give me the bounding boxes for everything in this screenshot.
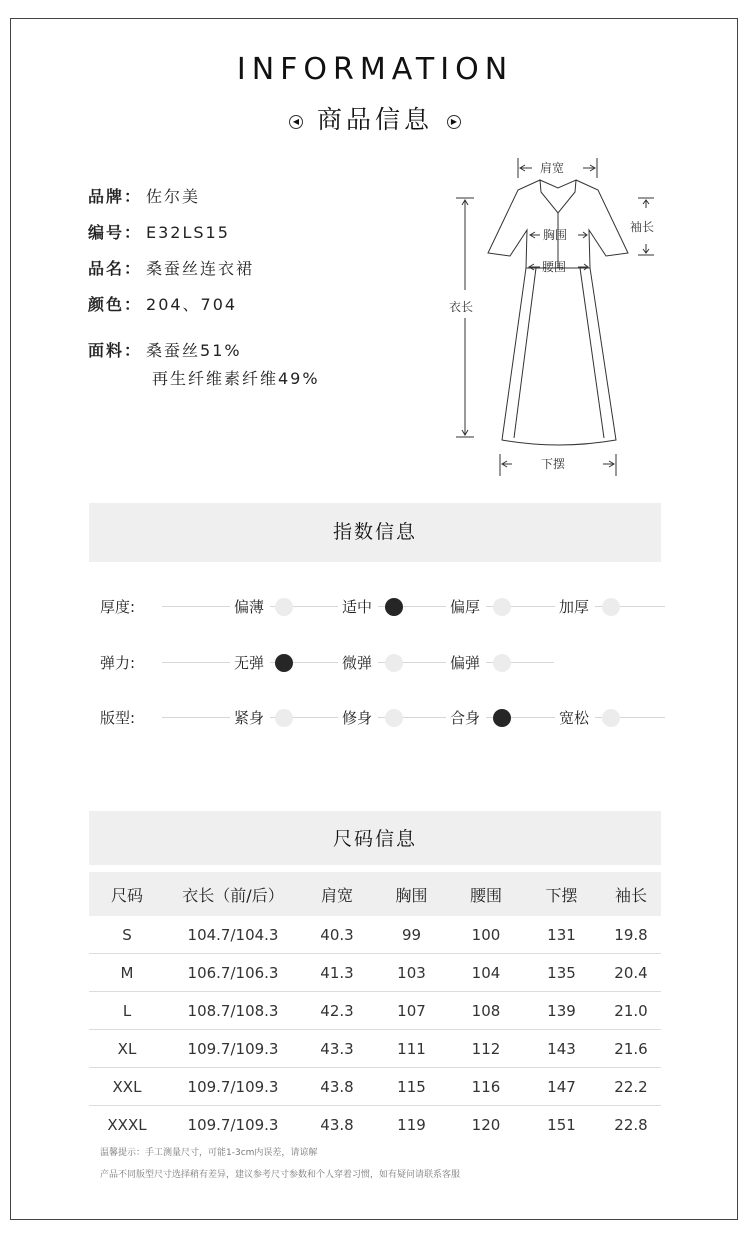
cell-hem: 143 bbox=[522, 1030, 601, 1068]
table-row bbox=[89, 954, 661, 992]
diagram-length-label: 衣长 bbox=[449, 300, 474, 314]
cell-chest: 119 bbox=[397, 1115, 426, 1134]
cell-length: 109.7/109.3 bbox=[165, 1030, 301, 1068]
cell-shoulder: 41.3 bbox=[301, 954, 373, 992]
option-stretchy: 偏弹 bbox=[446, 651, 486, 675]
col-header-shoulder: 肩宽 bbox=[301, 872, 373, 916]
cell-hem: 131 bbox=[522, 916, 601, 954]
cell-sleeve: 21.6 bbox=[601, 1030, 661, 1068]
cell-length: 104.7/104.3 bbox=[165, 916, 301, 954]
diagram-waist-label: 腰围 bbox=[542, 260, 567, 274]
cell-shoulder: 43.3 bbox=[301, 1030, 373, 1068]
note-line-2: 产品不同版型尺寸选择稍有差异，建议参考尺寸参数和个人穿着习惯，如有疑问请联系客服 bbox=[100, 1170, 461, 1180]
cell-sleeve: 22.8 bbox=[614, 1115, 648, 1134]
cell-chest: 107 bbox=[373, 992, 450, 1030]
col-header-size: 尺码 bbox=[89, 872, 165, 916]
fabric-row bbox=[88, 337, 320, 393]
cell-length: 108.7/108.3 bbox=[165, 992, 301, 1030]
brand-label: 品牌： bbox=[88, 187, 143, 206]
color-label: 颜色： bbox=[88, 295, 143, 314]
col-header-sleeve: 袖长 bbox=[601, 872, 661, 916]
table-row bbox=[89, 916, 661, 954]
cell-hem: 151 bbox=[547, 1115, 576, 1134]
index-row-fit bbox=[100, 706, 665, 730]
cell-shoulder: 43.8 bbox=[320, 1115, 354, 1134]
dot-regular-selected bbox=[493, 709, 511, 727]
brand-row bbox=[88, 184, 200, 207]
dot-slim bbox=[385, 709, 403, 727]
right-arrow-icon: ▶ bbox=[447, 115, 461, 129]
dot-thick bbox=[493, 598, 511, 616]
size-section-header: 尺码信息 bbox=[89, 811, 661, 865]
cell-size: S bbox=[89, 916, 165, 954]
option-slim: 修身 bbox=[338, 706, 378, 730]
cell-chest: 99 bbox=[373, 916, 450, 954]
name-value: 桑蚕丝连衣裙 bbox=[146, 259, 255, 278]
code-label: 编号： bbox=[88, 223, 143, 242]
dot-slight-stretch bbox=[385, 654, 403, 672]
index-label-thickness: 厚度: bbox=[100, 598, 136, 616]
diagram-shoulder-label: 肩宽 bbox=[540, 161, 565, 175]
brand-value: 佐尔美 bbox=[146, 187, 201, 206]
cell-size: M bbox=[89, 954, 165, 992]
dot-thin bbox=[275, 598, 293, 616]
diagram-hem-label: 下摆 bbox=[541, 457, 566, 471]
diagram-sleeve-label: 袖长 bbox=[630, 220, 655, 234]
left-arrow-icon: ◀ bbox=[289, 115, 303, 129]
option-thin: 偏薄 bbox=[230, 595, 270, 619]
code-value: E32LS15 bbox=[146, 223, 230, 242]
note-line-1: 温馨提示：手工测量尺寸，可能1-3cm内误差，请谅解 bbox=[100, 1148, 318, 1158]
color-row bbox=[88, 292, 237, 315]
cell-size: XXXL bbox=[107, 1115, 147, 1134]
cell-waist: 116 bbox=[450, 1068, 522, 1106]
dot-stretchy bbox=[493, 654, 511, 672]
fabric-line-1: 桑蚕丝51% bbox=[146, 341, 242, 360]
option-tight: 紧身 bbox=[230, 706, 270, 730]
cell-size: L bbox=[89, 992, 165, 1030]
cell-size: XL bbox=[89, 1030, 165, 1068]
index-label-elasticity: 弹力: bbox=[100, 654, 136, 672]
fabric-line-2: 再生纤维素纤维49% bbox=[152, 369, 320, 388]
col-header-waist: 腰围 bbox=[450, 872, 522, 916]
cell-chest: 103 bbox=[373, 954, 450, 992]
col-header-hem: 下摆 bbox=[522, 872, 601, 916]
option-medium: 适中 bbox=[338, 595, 378, 619]
name-row bbox=[88, 256, 254, 279]
cell-shoulder: 43.8 bbox=[301, 1068, 373, 1106]
table-row bbox=[89, 1030, 661, 1068]
dot-medium-selected bbox=[385, 598, 403, 616]
index-section-header: 指数信息 bbox=[89, 503, 661, 562]
option-no-stretch: 无弹 bbox=[230, 651, 270, 675]
code-row bbox=[88, 220, 230, 243]
title-chinese bbox=[0, 100, 750, 136]
col-header-chest: 胸围 bbox=[373, 872, 450, 916]
cell-sleeve: 19.8 bbox=[601, 916, 661, 954]
cell-waist: 108 bbox=[450, 992, 522, 1030]
cell-waist: 112 bbox=[450, 1030, 522, 1068]
color-value: 204、704 bbox=[146, 295, 238, 314]
cell-waist: 120 bbox=[471, 1115, 501, 1134]
cell-length: 106.7/106.3 bbox=[165, 954, 301, 992]
col-header-length: 衣长（前/后） bbox=[165, 872, 301, 916]
option-loose: 宽松 bbox=[555, 706, 595, 730]
cell-chest: 111 bbox=[373, 1030, 450, 1068]
option-regular: 合身 bbox=[446, 706, 486, 730]
cell-hem: 139 bbox=[522, 992, 601, 1030]
cell-size: XXL bbox=[89, 1068, 165, 1106]
cell-shoulder: 40.3 bbox=[301, 916, 373, 954]
cell-sleeve: 20.4 bbox=[601, 954, 661, 992]
option-slight-stretch: 微弹 bbox=[338, 651, 378, 675]
title-english: INFORMATION bbox=[236, 52, 514, 87]
cell-length: 109.7/109.3 bbox=[187, 1115, 279, 1134]
table-row bbox=[89, 1106, 661, 1144]
fabric-label: 面料： bbox=[88, 341, 143, 360]
cell-chest: 115 bbox=[373, 1068, 450, 1106]
title-chinese-text: 商品信息 bbox=[316, 105, 433, 134]
cell-sleeve: 22.2 bbox=[601, 1068, 661, 1106]
cell-hem: 135 bbox=[522, 954, 601, 992]
name-label: 品名： bbox=[88, 259, 143, 278]
cell-length: 109.7/109.3 bbox=[165, 1068, 301, 1106]
dot-extra-thick bbox=[602, 598, 620, 616]
size-table-header-row bbox=[89, 872, 661, 916]
diagram-chest-label: 胸围 bbox=[543, 228, 568, 242]
option-thick: 偏厚 bbox=[446, 595, 486, 619]
option-extra-thick: 加厚 bbox=[555, 595, 595, 619]
cell-hem: 147 bbox=[522, 1068, 601, 1106]
index-row-thickness bbox=[100, 595, 665, 619]
dot-loose bbox=[602, 709, 620, 727]
dot-tight bbox=[275, 709, 293, 727]
dress-diagram bbox=[440, 150, 680, 480]
cell-sleeve: 21.0 bbox=[601, 992, 661, 1030]
index-row-elasticity bbox=[100, 651, 665, 675]
table-row bbox=[89, 1068, 661, 1106]
table-row bbox=[89, 992, 661, 1030]
dot-no-stretch-selected bbox=[275, 654, 293, 672]
index-label-fit: 版型: bbox=[100, 709, 136, 727]
cell-waist: 100 bbox=[450, 916, 522, 954]
size-table bbox=[89, 872, 661, 1143]
cell-shoulder: 42.3 bbox=[301, 992, 373, 1030]
cell-waist: 104 bbox=[450, 954, 522, 992]
